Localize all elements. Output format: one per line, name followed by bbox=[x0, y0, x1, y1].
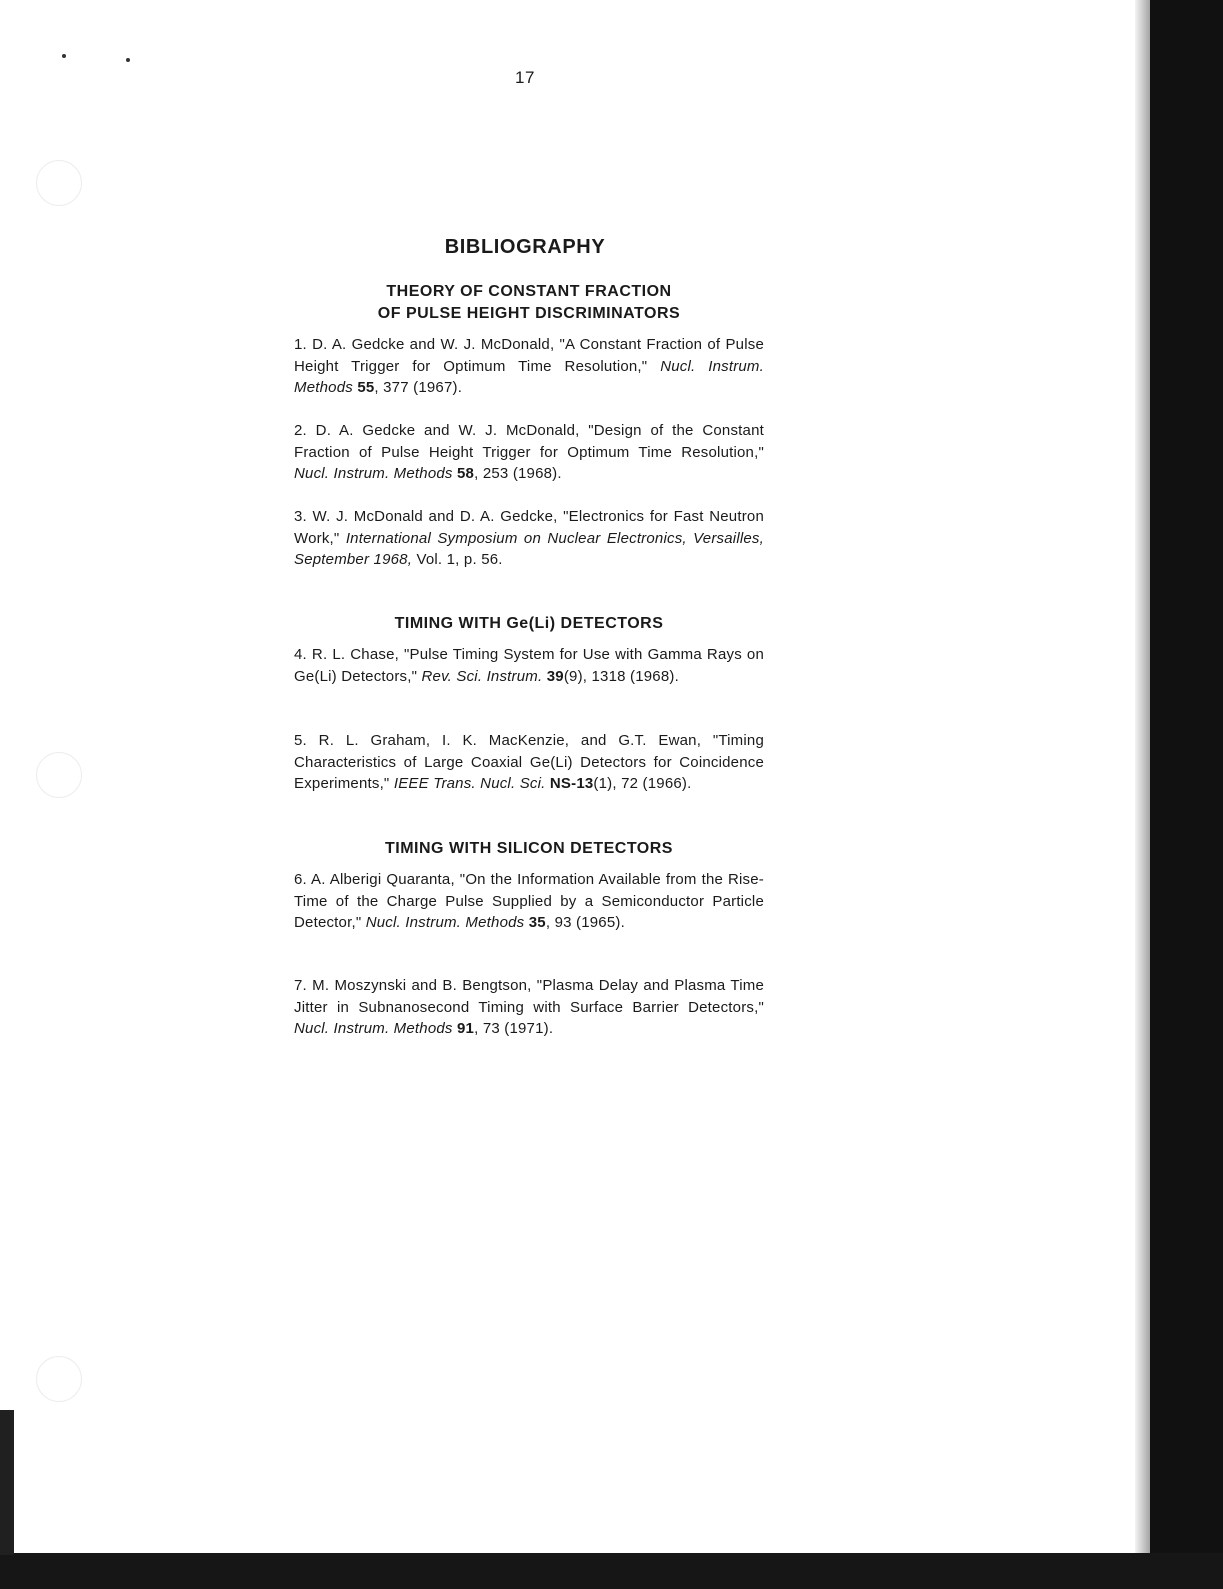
reference-6-volume: 35 bbox=[528, 914, 546, 931]
reference-4 bbox=[294, 644, 764, 687]
reference-1 bbox=[294, 334, 764, 399]
reference-2-tail: , 253 (1968). bbox=[474, 465, 562, 482]
page-title: BIBLIOGRAPHY bbox=[444, 236, 606, 258]
reference-3-tail: Vol. 1, p. 56. bbox=[416, 551, 503, 568]
reference-5-volume: NS-13 bbox=[549, 775, 594, 792]
page-number: 17 bbox=[515, 68, 535, 87]
scan-speck bbox=[62, 54, 66, 58]
punch-hole-middle bbox=[36, 752, 82, 798]
section-heading-1 bbox=[294, 281, 764, 325]
reference-7 bbox=[294, 975, 764, 1040]
reference-7-journal: Nucl. Instrum. Methods bbox=[294, 1020, 453, 1037]
reference-5-journal: IEEE Trans. Nucl. Sci. bbox=[393, 775, 546, 792]
reference-5-text: 5. R. L. Graham, I. K. MacKenzie, and G.T. Ewan, "Timing Characteristics of Large Coaxial Ge(Li) Detectors for Coincidence Experiments," bbox=[294, 732, 764, 792]
reference-1-volume: 55 bbox=[357, 379, 375, 396]
reference-2-text: 2. D. A. Gedcke and W. J. McDonald, "Design of the Constant Fraction of Pulse Height Trigger for Optimum Time Resolution," bbox=[294, 422, 764, 461]
section-heading-2: TIMING WITH Ge(Li) DETECTORS bbox=[394, 615, 664, 632]
reference-6-journal: Nucl. Instrum. Methods bbox=[365, 914, 525, 931]
scan-border-bottom bbox=[0, 1553, 1223, 1589]
reference-5-tail: (1), 72 (1966). bbox=[593, 775, 692, 792]
reference-7-text: 7. M. Moszynski and B. Bengtson, "Plasma Delay and Plasma Time Jitter in Subnanosecond Timing with Surface Barrier Detectors," bbox=[294, 977, 764, 1016]
reference-4-tail: (9), 1318 (1968). bbox=[563, 667, 679, 685]
reference-2-volume: 58 bbox=[457, 465, 475, 482]
reference-6 bbox=[294, 869, 764, 934]
scan-speck bbox=[126, 58, 130, 62]
reference-7-tail: , 73 (1971). bbox=[474, 1020, 554, 1037]
section-heading-1-line-1: THEORY OF CONSTANT FRACTION bbox=[386, 283, 672, 300]
reference-4-text: 4. R. L. Chase, "Pulse Timing System for Use with Gamma Rays on Ge(Li) Detectors," bbox=[294, 646, 764, 685]
section-heading-3: TIMING WITH SILICON DETECTORS bbox=[385, 840, 673, 857]
reference-3-journal: International Symposium on Nuclear Electronics, Versailles, September 1968, bbox=[294, 529, 764, 568]
reference-1-tail: , 377 (1967). bbox=[374, 379, 463, 396]
punch-hole-top bbox=[36, 160, 82, 206]
reference-3 bbox=[294, 506, 764, 571]
scan-border-left bbox=[0, 1410, 14, 1555]
reference-4-journal: Rev. Sci. Instrum. bbox=[421, 667, 543, 685]
reference-6-text: 6. A. Alberigi Quaranta, "On the Information Available from the Rise-Time of the Charge Pulse Supplied by a Semiconductor Particle Detector," bbox=[294, 871, 764, 931]
punch-hole-bottom bbox=[36, 1356, 82, 1402]
reference-2 bbox=[294, 420, 764, 485]
reference-2-journal: Nucl. Instrum. Methods bbox=[294, 465, 453, 482]
scan-border-right bbox=[1150, 0, 1223, 1589]
section-heading-1-line-2: OF PULSE HEIGHT DISCRIMINATORS bbox=[377, 305, 681, 322]
reference-5 bbox=[294, 730, 764, 795]
reference-7-volume: 91 bbox=[457, 1020, 475, 1037]
reference-3-text: 3. W. J. McDonald and D. A. Gedcke, "Electronics for Fast Neutron Work," bbox=[294, 508, 764, 547]
reference-1-journal: Nucl. Instrum. Methods bbox=[294, 357, 764, 396]
reference-4-volume: 39 bbox=[546, 667, 564, 685]
reference-6-tail: , 93 (1965). bbox=[545, 914, 625, 931]
reference-1-text: 1. D. A. Gedcke and W. J. McDonald, "A Constant Fraction of Pulse Height Trigger for Optimum Time Resolution," bbox=[294, 336, 764, 375]
